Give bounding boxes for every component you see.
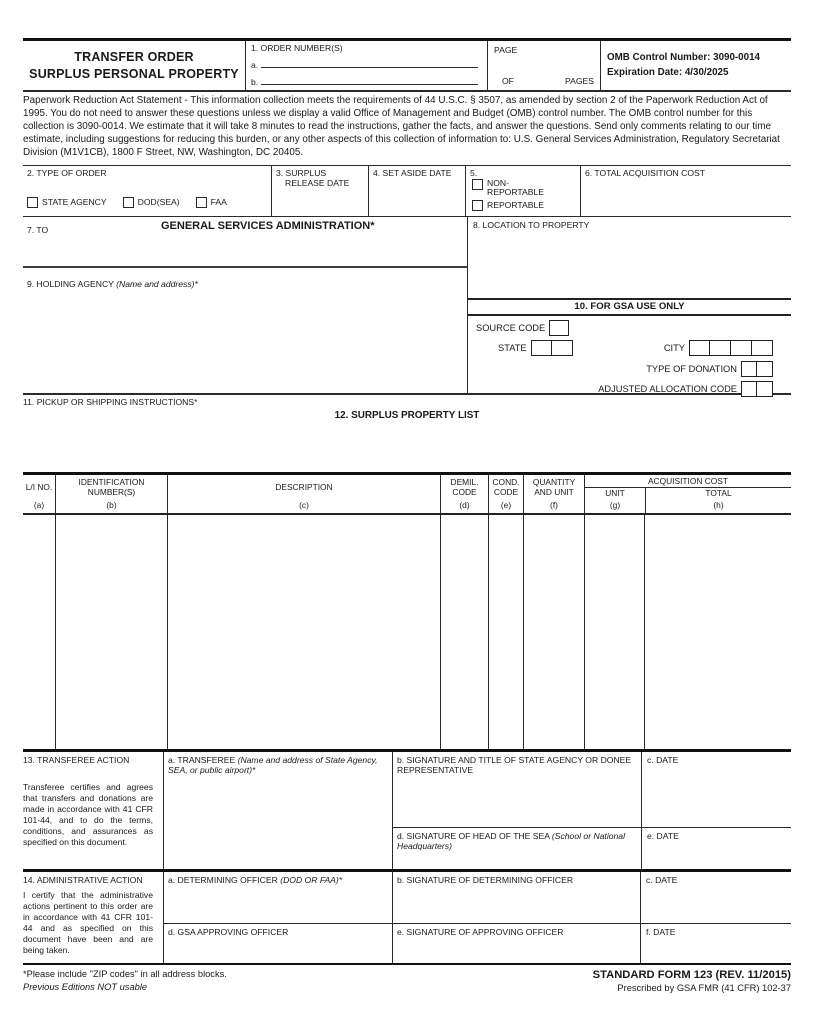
table-cell-unit-cost[interactable] — [584, 515, 644, 749]
order-line-a-label: a. — [251, 60, 259, 70]
transferee-sublabel: (Name and address of State Agency, SEA, or public airport)* — [168, 754, 378, 775]
city-code-box-4[interactable] — [752, 340, 773, 356]
donation-code-box-1[interactable] — [741, 361, 757, 377]
surplus-property-list-title: 12. SURPLUS PROPERTY LIST — [334, 409, 480, 421]
source-code-field — [476, 320, 569, 336]
col-unit-title: UNIT — [605, 488, 625, 499]
page-of-label: OF — [502, 76, 514, 86]
order-number-box — [245, 41, 487, 90]
type-of-donation-field — [646, 361, 773, 377]
col-quantity-letter: (f) — [550, 499, 558, 510]
col-identification — [55, 475, 167, 513]
transferee-date-cell[interactable] — [641, 752, 791, 827]
transferee-name-address-cell[interactable] — [163, 752, 392, 869]
type-of-order-label: 2. TYPE OF ORDER — [27, 167, 107, 178]
omb-expiration-date: Expiration Date: 4/30/2025 — [607, 66, 729, 78]
gsa-use-only-box — [468, 298, 791, 393]
approving-officer-signature-label: e. SIGNATURE OF APPROVING OFFICER — [397, 926, 564, 937]
gsa-approving-officer-label: d. GSA APPROVING OFFICER — [168, 926, 289, 937]
col-li-no-letter: (a) — [33, 499, 45, 510]
paperwork-reduction-statement: Paperwork Reduction Act Statement - This information collection meets the requirements of 44 U.S.C. § 3507, as amended by section 2 of the Paperwork Reduction Act of 1995. You do not need to answer these questions unless we display a valid Office of Management and Budget (OMB) control number. The OMB control number for this collection is 3090-0014. We estimate that it will take 8 minutes to read the instructions, gather the facts, and answer the questions. Send only comments relating to our time estimate, including suggestions for reducing this burden, or any other aspects of this collection of information to: U.S. General Services Administration, Regulatory Secretariat Division (M1V1CB), 1800 F Street, NW, Washington, DC 20405. — [23, 92, 791, 166]
page-label: PAGE — [494, 45, 518, 55]
holding-agency-label: 9. HOLDING AGENCY — [27, 278, 117, 289]
checkbox-state-agency[interactable] — [27, 197, 107, 208]
sf123-form — [23, 38, 791, 994]
determining-officer-cell[interactable] — [164, 872, 392, 923]
form-header — [23, 38, 791, 92]
holding-agency-box[interactable] — [23, 268, 467, 393]
surplus-release-date-box[interactable] — [271, 166, 368, 216]
type-of-order-box — [23, 166, 271, 216]
to-gsa-box — [23, 217, 467, 268]
col-description-letter: (c) — [299, 499, 309, 510]
city-code-box-1[interactable] — [689, 340, 710, 356]
col-li-no — [23, 475, 55, 513]
total-acquisition-cost-box[interactable] — [580, 166, 791, 216]
previous-editions-note: Previous Editions NOT usable — [23, 981, 148, 992]
state-agency-signature-cell[interactable] — [393, 752, 641, 827]
sea-head-date-label: e. DATE — [647, 830, 679, 841]
holding-agency-sublabel: (Name and address)* — [116, 278, 198, 289]
omb-control-number: OMB Control Number: 3090-0014 — [607, 52, 760, 64]
col-cond-letter: (e) — [500, 499, 512, 510]
determining-officer-date-label: c. DATE — [646, 874, 678, 885]
administrative-action-heading: 14. ADMINISTRATIVE ACTION — [23, 874, 143, 885]
order-info-row — [23, 166, 791, 217]
location-to-property-label: 8. LOCATION TO PROPERTY — [473, 219, 590, 230]
sea-head-signature-label: d. SIGNATURE OF HEAD OF THE SEA — [397, 830, 552, 841]
source-code-box[interactable] — [549, 320, 569, 336]
non-reportable-checkbox-icon[interactable] — [472, 179, 483, 190]
reportable-box-number: 5. — [470, 167, 478, 178]
location-to-property-box[interactable] — [468, 217, 791, 298]
state-code-box-1[interactable] — [531, 340, 552, 356]
col-unit-letter: (g) — [609, 499, 621, 510]
city-code-field — [664, 340, 773, 356]
sea-head-date-cell[interactable] — [641, 828, 791, 869]
determining-officer-signature-cell[interactable] — [392, 872, 640, 923]
set-aside-date-box[interactable] — [368, 166, 465, 216]
reportable-label: REPORTABLE — [487, 200, 544, 211]
col-total-letter: (h) — [713, 499, 724, 510]
transferee-certification-text: Transferee certifies and agrees that transfers and donations are made in accordance with 41 CFR 101-44, and to do the terms, conditions, and assurances as specified on this document. — [23, 781, 153, 847]
donation-code-box-2[interactable] — [757, 361, 773, 377]
administrative-action-section — [23, 872, 791, 965]
city-code-box-2[interactable] — [710, 340, 731, 356]
determining-officer-date-cell[interactable] — [640, 872, 791, 923]
determining-officer-label: a. DETERMINING OFFICER — [168, 874, 281, 885]
pages-label: PAGES — [565, 76, 594, 86]
col-cond-code — [488, 475, 523, 513]
transferee-date-label: c. DATE — [647, 754, 679, 765]
transferee-action-heading: 13. TRANSFEREE ACTION — [23, 754, 130, 765]
standard-form-number: STANDARD FORM 123 (REV. 11/2015) — [592, 968, 791, 981]
source-code-label: SOURCE CODE — [476, 322, 546, 333]
state-agency-label: STATE AGENCY — [42, 197, 107, 208]
dod-sea-label: DOD(SEA) — [137, 197, 180, 208]
form-title-line2: SURPLUS PERSONAL PROPERTY — [29, 66, 239, 81]
type-of-donation-label: TYPE OF DONATION — [646, 363, 737, 374]
col-li-no-title: L/I NO. — [25, 481, 53, 492]
checkbox-faa[interactable] — [196, 197, 227, 208]
form-footer — [23, 965, 791, 995]
page-box[interactable] — [487, 41, 600, 90]
approving-officer-date-label: f. DATE — [646, 926, 676, 937]
state-agency-signature-label: b. SIGNATURE AND TITLE OF STATE AGENCY OR DONEE REPRESENTATIVE — [397, 754, 632, 775]
to-label: 7. TO — [27, 224, 49, 235]
col-acquisition-cost-group — [584, 475, 791, 513]
form-title — [23, 41, 245, 90]
surplus-property-table — [23, 472, 791, 752]
city-code-box-3[interactable] — [731, 340, 752, 356]
table-cell-description[interactable] — [167, 515, 440, 749]
to-value: GENERAL SERVICES ADMINISTRATION* — [161, 219, 375, 232]
col-demil-letter: (d) — [459, 499, 470, 510]
checkbox-dod-sea[interactable] — [123, 197, 180, 208]
col-total-title: TOTAL — [705, 488, 732, 499]
reportable-checkbox-icon[interactable] — [472, 200, 483, 211]
table-cell-identification[interactable] — [55, 515, 167, 749]
administrative-certification-text: I certify that the administrative actions pertinent to this order are in accordance with 41 CFR 101-44 and as specified on this document have been and are being taken. — [23, 889, 153, 955]
dod-sea-checkbox-icon[interactable] — [123, 197, 134, 208]
col-quantity — [523, 475, 584, 513]
table-cell-li-no[interactable] — [23, 515, 55, 749]
pickup-instructions-box[interactable] — [23, 395, 791, 472]
surplus-release-date-label2: RELEASE DATE — [285, 177, 350, 188]
checkbox-non-reportable[interactable] — [472, 179, 576, 199]
col-demil-code — [440, 475, 488, 513]
order-number-a-input[interactable] — [261, 58, 478, 68]
state-code-box-2[interactable] — [552, 340, 573, 356]
transferee-action-section — [23, 752, 791, 872]
sea-head-signature-cell[interactable] — [393, 828, 641, 869]
address-row — [23, 217, 791, 395]
table-cell-cond[interactable] — [488, 515, 523, 749]
faa-label: FAA — [210, 197, 227, 208]
col-identification-letter: (b) — [106, 499, 117, 510]
col-description — [167, 475, 440, 513]
gsa-approving-officer-cell[interactable] — [164, 924, 392, 963]
table-cell-quantity[interactable] — [523, 515, 584, 749]
col-demil-title: DEMIL. CODE — [450, 476, 479, 497]
transferee-label: a. TRANSFEREE — [168, 754, 238, 765]
col-quantity-title: QUANTITY AND UNIT — [532, 476, 576, 497]
determining-officer-signature-label: b. SIGNATURE OF DETERMINING OFFICER — [397, 874, 574, 885]
sea-head-signature-sublabel: (School or National Headquarters) — [397, 830, 625, 851]
col-cond-title: COND. CODE — [492, 476, 520, 497]
col-identification-title: IDENTIFICATION NUMBER(S) — [78, 476, 145, 497]
pickup-instructions-label: 11. PICKUP OR SHIPPING INSTRUCTIONS* — [23, 396, 198, 407]
table-cell-total-cost[interactable] — [644, 515, 791, 749]
prescribed-by: Prescribed by GSA FMR (41 CFR) 102-37 — [617, 983, 791, 994]
surplus-release-date-label1: 3. SURPLUS — [276, 167, 327, 178]
order-line-b-label: b. — [251, 77, 259, 87]
col-description-title: DESCRIPTION — [275, 481, 333, 492]
approving-officer-date-cell[interactable] — [640, 924, 791, 963]
checkbox-reportable[interactable] — [472, 200, 576, 211]
state-agency-checkbox-icon[interactable] — [27, 197, 38, 208]
state-label: STATE — [498, 342, 527, 353]
approving-officer-signature-cell[interactable] — [392, 924, 640, 963]
total-acquisition-cost-label: 6. TOTAL ACQUISITION COST — [585, 167, 706, 178]
non-reportable-label: NON-REPORTABLE — [487, 177, 544, 198]
form-title-line1: TRANSFER ORDER — [74, 50, 194, 64]
order-number-b-input[interactable] — [261, 75, 478, 85]
zip-codes-note: *Please include "ZIP codes" in all address blocks. — [23, 968, 227, 979]
table-header — [23, 475, 791, 515]
acquisition-cost-title: ACQUISITION COST — [585, 475, 791, 488]
order-number-line-b — [251, 70, 482, 87]
adjusted-allocation-label: ADJUSTED ALLOCATION CODE — [598, 383, 737, 394]
col-total — [645, 488, 791, 513]
set-aside-date-label: 4. SET ASIDE DATE — [373, 167, 452, 178]
gsa-use-only-title: 10. FOR GSA USE ONLY — [468, 300, 791, 316]
state-code-field — [498, 340, 573, 356]
determining-officer-sublabel: (DOD OR FAA)* — [280, 874, 343, 885]
table-body — [23, 515, 791, 749]
order-number-label: 1. ORDER NUMBER(S) — [251, 43, 343, 53]
order-number-line-a — [251, 53, 482, 70]
table-cell-demil[interactable] — [440, 515, 488, 749]
faa-checkbox-icon[interactable] — [196, 197, 207, 208]
city-label: CITY — [663, 342, 685, 353]
omb-box — [600, 41, 791, 90]
col-unit — [585, 488, 645, 513]
reportable-box — [465, 166, 580, 216]
